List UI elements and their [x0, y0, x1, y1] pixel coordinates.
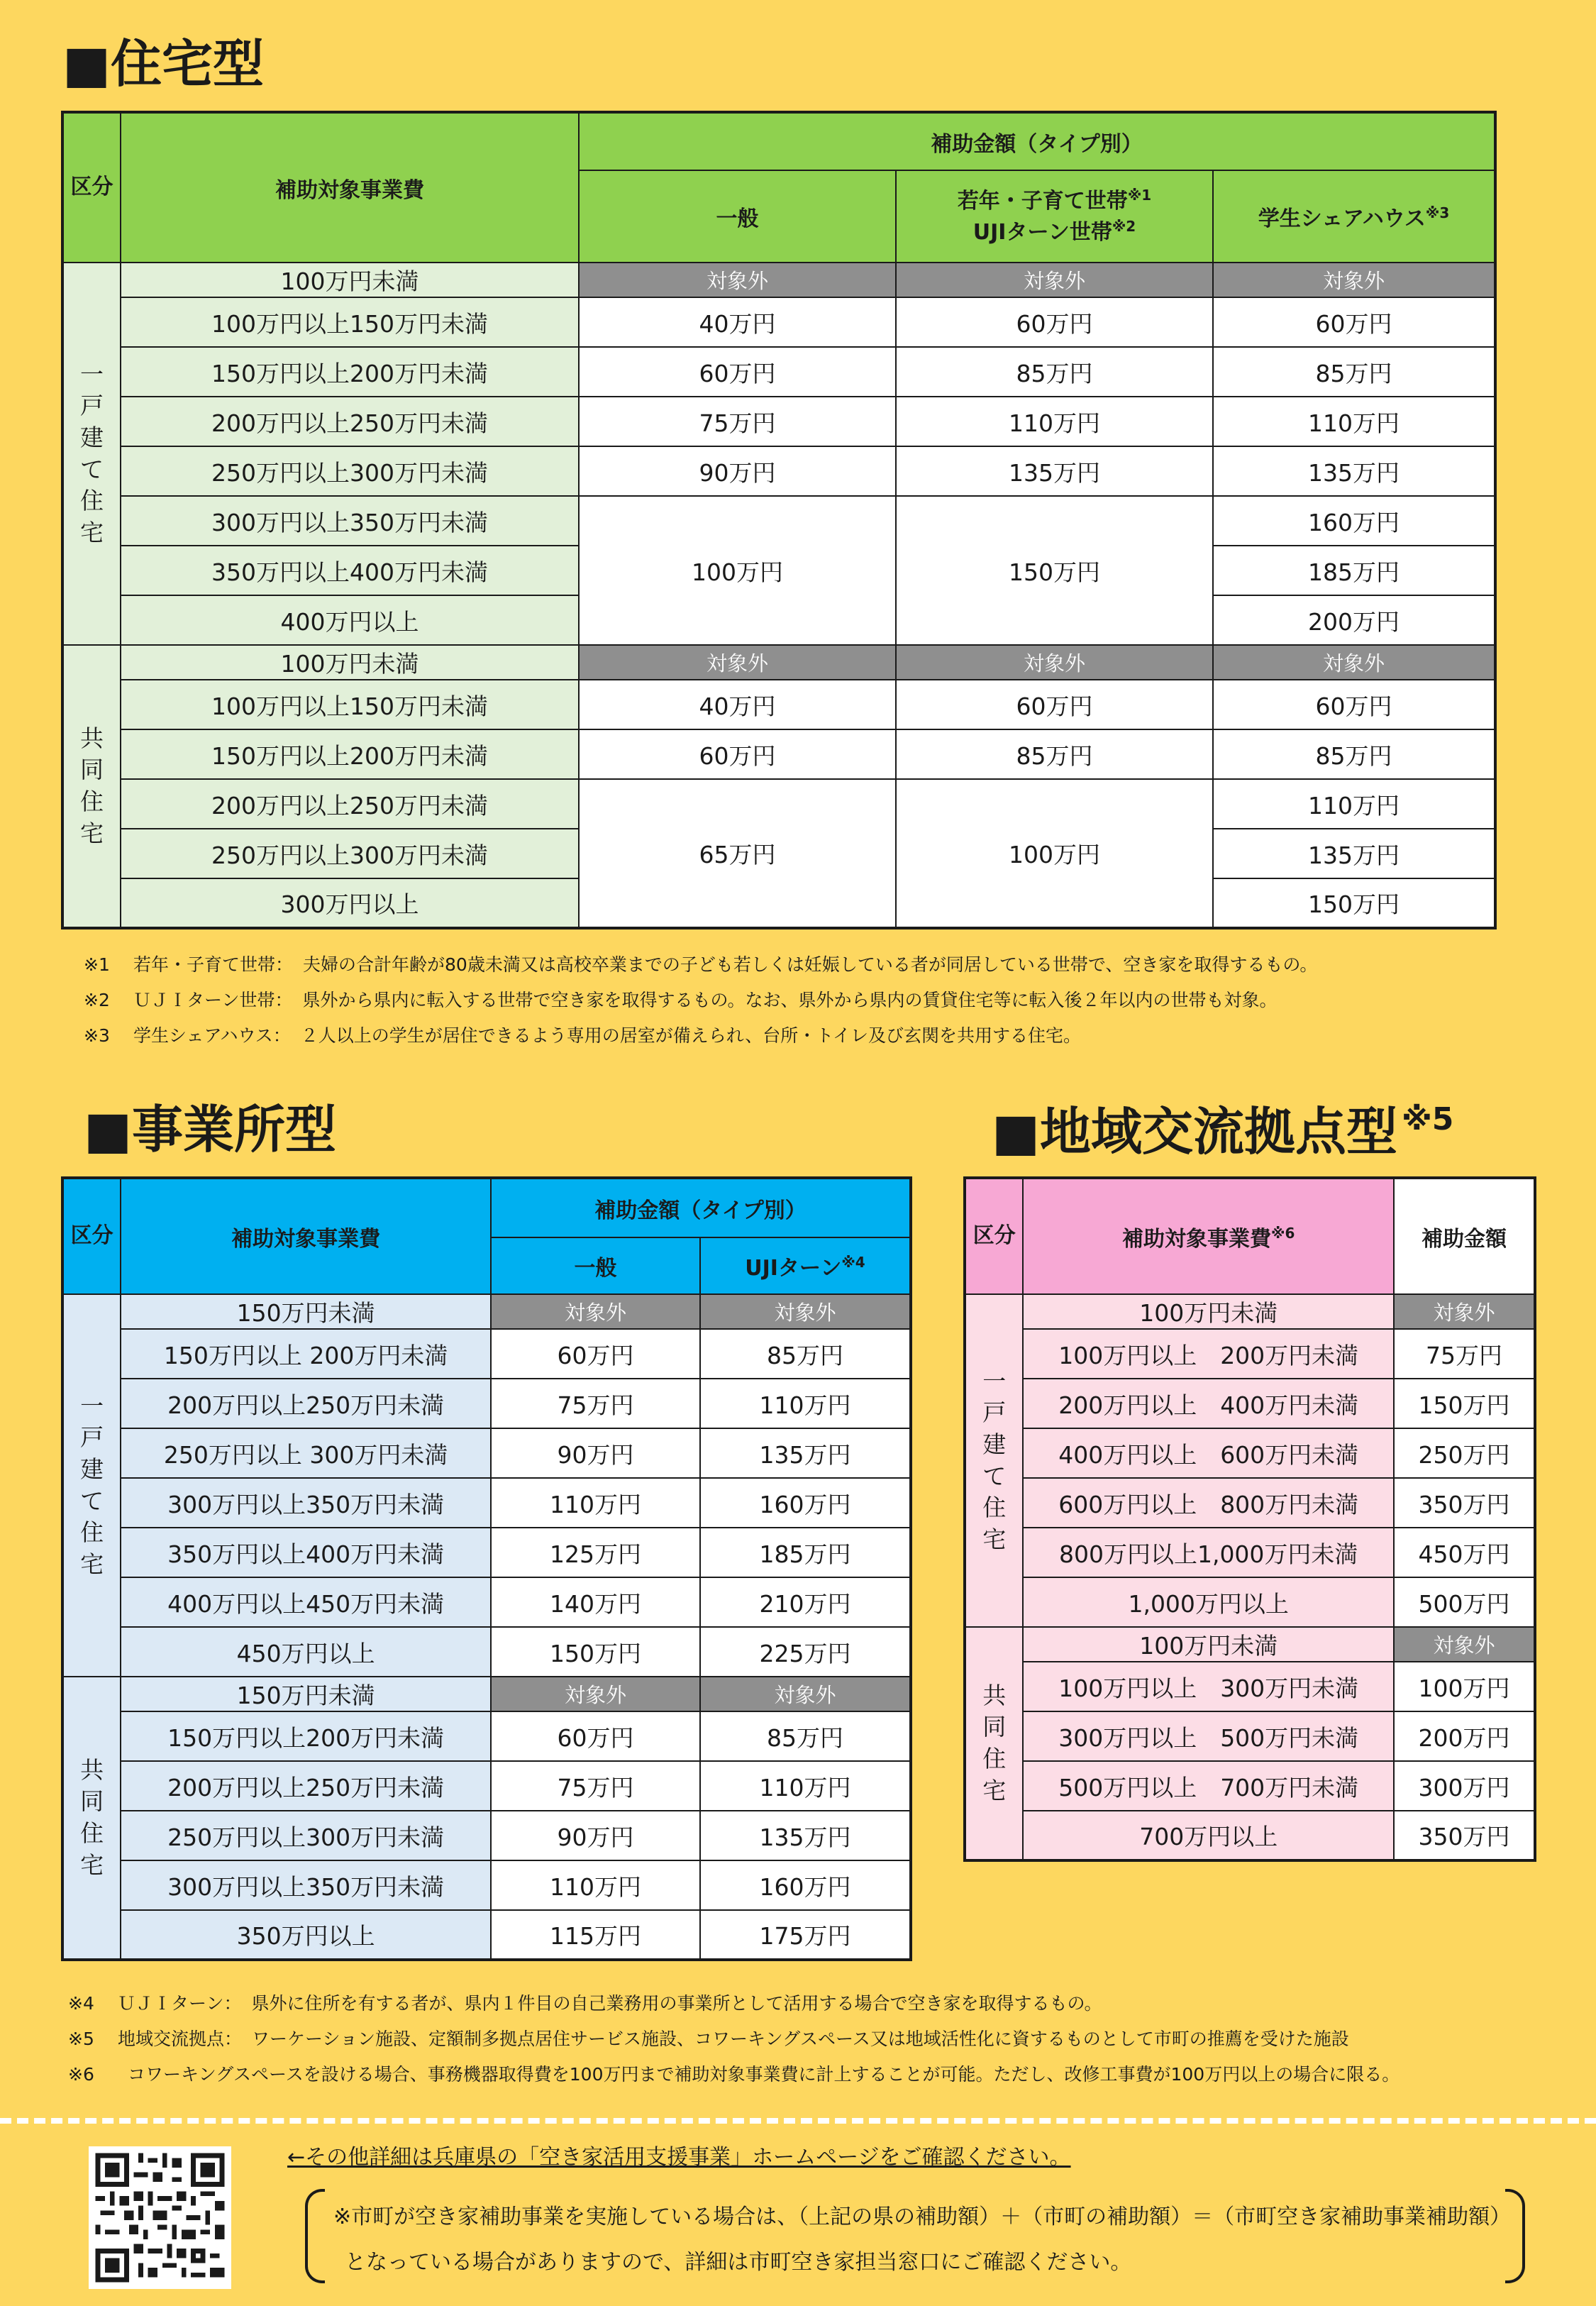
cost-cell: 200万円以上 400万円未満 — [1023, 1379, 1394, 1428]
hub-detached-label: 一 戸 建 て 住 宅 — [965, 1294, 1023, 1627]
amount-cell: 110万円 — [700, 1379, 911, 1428]
cost-cell: 400万円以上 600万円未満 — [1023, 1428, 1394, 1478]
hub-table — [963, 1176, 1536, 1862]
cost-cell: 100万円以上 300万円未満 — [1023, 1662, 1394, 1711]
amount-cell: 160万円 — [700, 1860, 911, 1910]
hub-shared-label: 共 同 住 宅 — [965, 1627, 1023, 1860]
amount-cell: 250万円 — [1394, 1428, 1535, 1478]
cost-cell: 600万円以上 800万円未満 — [1023, 1478, 1394, 1528]
office-title: ■事業所型 — [84, 1100, 337, 1159]
cost-cell: 400万円以上 — [121, 595, 579, 645]
cost-cell: 150万円未満 — [121, 1677, 491, 1711]
cost-cell: 300万円以上 500万円未満 — [1023, 1711, 1394, 1761]
amount-cell: 75万円 — [579, 397, 896, 446]
cost-cell: 150万円以上 200万円未満 — [121, 1329, 491, 1379]
not-eligible-cell: 対象外 — [491, 1294, 700, 1329]
not-eligible-cell: 対象外 — [896, 645, 1213, 680]
amount-cell: 40万円 — [579, 297, 896, 347]
amount-cell: 350万円 — [1394, 1478, 1535, 1528]
housing-table — [61, 111, 1497, 929]
cost-cell: 250万円以上 300万円未満 — [121, 1428, 491, 1478]
amount-cell: 150万円 — [1213, 878, 1495, 928]
cost-cell: 250万円以上300万円未満 — [121, 446, 579, 496]
cost-cell: 800万円以上1,000万円未満 — [1023, 1528, 1394, 1577]
cost-cell: 700万円以上 — [1023, 1811, 1394, 1860]
qr-code-icon — [91, 2148, 229, 2287]
cost-cell: 150万円以上200万円未満 — [121, 1711, 491, 1761]
amount-cell: 110万円 — [491, 1478, 700, 1528]
amount-cell: 60万円 — [896, 297, 1213, 347]
cost-cell: 250万円以上300万円未満 — [121, 1811, 491, 1860]
cost-cell: 200万円以上250万円未満 — [121, 1761, 491, 1811]
cost-cell: 300万円以上350万円未満 — [121, 496, 579, 546]
bracket-left — [305, 2189, 325, 2283]
amount-cell: 160万円 — [1213, 496, 1495, 546]
dashed-divider — [0, 2118, 1596, 2124]
amount-cell: 90万円 — [579, 446, 896, 496]
amount-cell: 210万円 — [700, 1577, 911, 1627]
cost-cell: 200万円以上250万円未満 — [121, 779, 579, 829]
amount-cell: 150万円 — [491, 1627, 700, 1677]
cost-cell: 1,000万円以上 — [1023, 1577, 1394, 1627]
amount-cell: 135万円 — [1213, 446, 1495, 496]
amount-cell: 200万円 — [1394, 1711, 1535, 1761]
amount-cell: 225万円 — [700, 1627, 911, 1677]
housing-general-header: 一般 — [579, 170, 896, 263]
not-eligible-cell: 対象外 — [700, 1294, 911, 1329]
note-item: ※6 コワーキングスペースを設ける場合、事務機器取得費を100万円まで補助対象事業費に計上することが可能。ただし、改修工事費が100万円以上の場合に限る。 — [68, 2063, 1400, 2085]
amount-cell: 75万円 — [491, 1379, 700, 1428]
cost-cell: 100万円以上150万円未満 — [121, 680, 579, 729]
amount-cell: 110万円 — [896, 397, 1213, 446]
amount-cell: 60万円 — [896, 680, 1213, 729]
amount-cell: 60万円 — [579, 729, 896, 779]
cost-cell: 250万円以上300万円未満 — [121, 829, 579, 878]
amount-cell: 90万円 — [491, 1811, 700, 1860]
amount-cell: 85万円 — [1213, 729, 1495, 779]
hub-title: ■地域交流拠点型 $^{※5}$ — [992, 1101, 1454, 1162]
amount-cell: 110万円 — [1213, 397, 1495, 446]
office-general-header: 一般 — [491, 1237, 700, 1294]
amount-cell: 150万円 — [896, 496, 1213, 645]
cost-cell: 100万円未満 — [1023, 1627, 1394, 1662]
housing-cost-header: 補助対象事業費 — [121, 112, 579, 263]
cost-cell: 200万円以上250万円未満 — [121, 397, 579, 446]
amount-cell: 60万円 — [579, 347, 896, 397]
qr-code[interactable] — [89, 2146, 231, 2289]
amount-cell: 85万円 — [896, 729, 1213, 779]
cost-cell: 500万円以上 700万円未満 — [1023, 1761, 1394, 1811]
cost-cell: 100万円未満 — [1023, 1294, 1394, 1329]
office-category-header: 区分 — [62, 1178, 121, 1294]
amount-cell: 135万円 — [1213, 829, 1495, 878]
bottom-notes — [68, 1985, 1400, 2092]
housing-amount-header: 補助金額（タイプ別） — [579, 112, 1495, 170]
amount-cell: 175万円 — [700, 1910, 911, 1960]
housing-notes — [84, 947, 1317, 1053]
amount-cell: 40万円 — [579, 680, 896, 729]
cost-cell: 300万円以上350万円未満 — [121, 1478, 491, 1528]
not-eligible-cell: 対象外 — [1213, 263, 1495, 297]
housing-title: ■住宅型 — [62, 34, 265, 94]
cost-cell: 150万円以上200万円未満 — [121, 347, 579, 397]
housing-student-header: 学生シェアハウス$^{※3}$ — [1213, 170, 1495, 263]
details-link[interactable]: ←その他詳細は兵庫県の「空き家活用支援事業」ホームページをご確認ください。 — [287, 2145, 1071, 2170]
amount-cell: 75万円 — [1394, 1329, 1535, 1379]
cost-cell: 350万円以上400万円未満 — [121, 1528, 491, 1577]
formula-note — [305, 2189, 1525, 2285]
amount-cell: 135万円 — [700, 1428, 911, 1478]
cost-cell: 300万円以上350万円未満 — [121, 1860, 491, 1910]
not-eligible-cell: 対象外 — [491, 1677, 700, 1711]
formula-line-2: となっている場合がありますので、詳細は市町空き家担当窓口にご確認ください。 — [345, 2250, 1132, 2275]
not-eligible-cell: 対象外 — [700, 1677, 911, 1711]
office-amount-header: 補助金額（タイプ別） — [491, 1178, 911, 1237]
cost-cell: 350万円以上400万円未満 — [121, 546, 579, 595]
cost-cell: 150万円以上200万円未満 — [121, 729, 579, 779]
cost-cell: 400万円以上450万円未満 — [121, 1577, 491, 1627]
note-item: ※1 若年・子育て世帯： 夫婦の合計年齢が80歳未満又は高校卒業までの子ども若しくは妊娠している者が同居している世帯で、空き家を取得するもの。 — [84, 954, 1318, 975]
amount-cell: 135万円 — [896, 446, 1213, 496]
cost-cell: 100万円以上 200万円未満 — [1023, 1329, 1394, 1379]
amount-cell: 350万円 — [1394, 1811, 1535, 1860]
housing-young-header: 若年・子育て世帯$^{※1}$ UJIターン世帯$^{※2}$ — [896, 170, 1213, 263]
note-item: ※5 地域交流拠点： ワーケーション施設、定額制多拠点居住サービス施設、コワーキングスペース又は地域活性化に資するものとして市町の推薦を受けた施設 — [68, 2028, 1349, 2049]
amount-cell: 450万円 — [1394, 1528, 1535, 1577]
note-item: ※4 ＵＪＩターン： 県外に住所を有する者が、県内１件目の自己業務用の事業所として活用する場合で空き家を取得するもの。 — [68, 1992, 1102, 2014]
amount-cell: 75万円 — [491, 1761, 700, 1811]
amount-cell: 185万円 — [700, 1528, 911, 1577]
not-eligible-cell: 対象外 — [579, 263, 896, 297]
amount-cell: 110万円 — [1213, 779, 1495, 829]
office-cost-header: 補助対象事業費 — [121, 1178, 491, 1294]
cost-cell: 100万円以上150万円未満 — [121, 297, 579, 347]
hub-amount-header: 補助金額 — [1394, 1178, 1535, 1294]
office-table — [61, 1176, 912, 1961]
amount-cell: 65万円 — [579, 779, 896, 928]
amount-cell: 110万円 — [700, 1761, 911, 1811]
amount-cell: 85万円 — [700, 1329, 911, 1379]
cost-cell: 100万円未満 — [121, 645, 579, 680]
cost-cell: 100万円未満 — [121, 263, 579, 297]
not-eligible-cell: 対象外 — [579, 645, 896, 680]
amount-cell: 115万円 — [491, 1910, 700, 1960]
not-eligible-cell: 対象外 — [1394, 1294, 1535, 1329]
amount-cell: 85万円 — [896, 347, 1213, 397]
not-eligible-cell: 対象外 — [896, 263, 1213, 297]
amount-cell: 60万円 — [491, 1711, 700, 1761]
amount-cell: 85万円 — [700, 1711, 911, 1761]
amount-cell: 150万円 — [1394, 1379, 1535, 1428]
amount-cell: 500万円 — [1394, 1577, 1535, 1627]
cost-cell: 150万円未満 — [121, 1294, 491, 1329]
office-shared-label: 共 同 住 宅 — [62, 1677, 121, 1960]
amount-cell: 100万円 — [896, 779, 1213, 928]
cost-cell: 350万円以上 — [121, 1910, 491, 1960]
amount-cell: 100万円 — [579, 496, 896, 645]
amount-cell: 185万円 — [1213, 546, 1495, 595]
amount-cell: 300万円 — [1394, 1761, 1535, 1811]
amount-cell: 90万円 — [491, 1428, 700, 1478]
amount-cell: 100万円 — [1394, 1662, 1535, 1711]
amount-cell: 60万円 — [1213, 680, 1495, 729]
office-detached-label: 一 戸 建 て 住 宅 — [62, 1294, 121, 1677]
cost-cell: 300万円以上 — [121, 878, 579, 928]
note-item: ※3 学生シェアハウス： ２人以上の学生が居住できるよう専用の居室が備えられ、台所・トイレ及び玄関を共用する住宅。 — [84, 1025, 1082, 1046]
office-uji-header: UJIターン$^{※4}$ — [700, 1237, 911, 1294]
not-eligible-cell: 対象外 — [1213, 645, 1495, 680]
hub-cost-header: 補助対象事業費$^{※6}$ — [1023, 1178, 1394, 1294]
hub-category-header: 区分 — [965, 1178, 1023, 1294]
cost-cell: 200万円以上250万円未満 — [121, 1379, 491, 1428]
not-eligible-cell: 対象外 — [1394, 1627, 1535, 1662]
cost-cell: 450万円以上 — [121, 1627, 491, 1677]
housing-shared-label: 共 同 住 宅 — [62, 645, 121, 928]
amount-cell: 200万円 — [1213, 595, 1495, 645]
amount-cell: 60万円 — [491, 1329, 700, 1379]
amount-cell: 160万円 — [700, 1478, 911, 1528]
note-item: ※2 ＵＪＩターン世帯： 県外から県内に転入する世帯で空き家を取得するもの。なお、県外から県内の賃貸住宅等に転入後２年以内の世帯も対象。 — [84, 989, 1278, 1010]
amount-cell: 85万円 — [1213, 347, 1495, 397]
amount-cell: 140万円 — [491, 1577, 700, 1627]
housing-detached-label: 一 戸 建 て 住 宅 — [62, 263, 121, 645]
amount-cell: 125万円 — [491, 1528, 700, 1577]
amount-cell: 135万円 — [700, 1811, 911, 1860]
amount-cell: 60万円 — [1213, 297, 1495, 347]
amount-cell: 110万円 — [491, 1860, 700, 1910]
housing-category-header: 区分 — [62, 112, 121, 263]
formula-line-1: ※市町が空き家補助事業を実施している場合は、（上記の県の補助額）＋（市町の補助額）＝（市町空き家補助事業補助額） — [333, 2205, 1512, 2229]
